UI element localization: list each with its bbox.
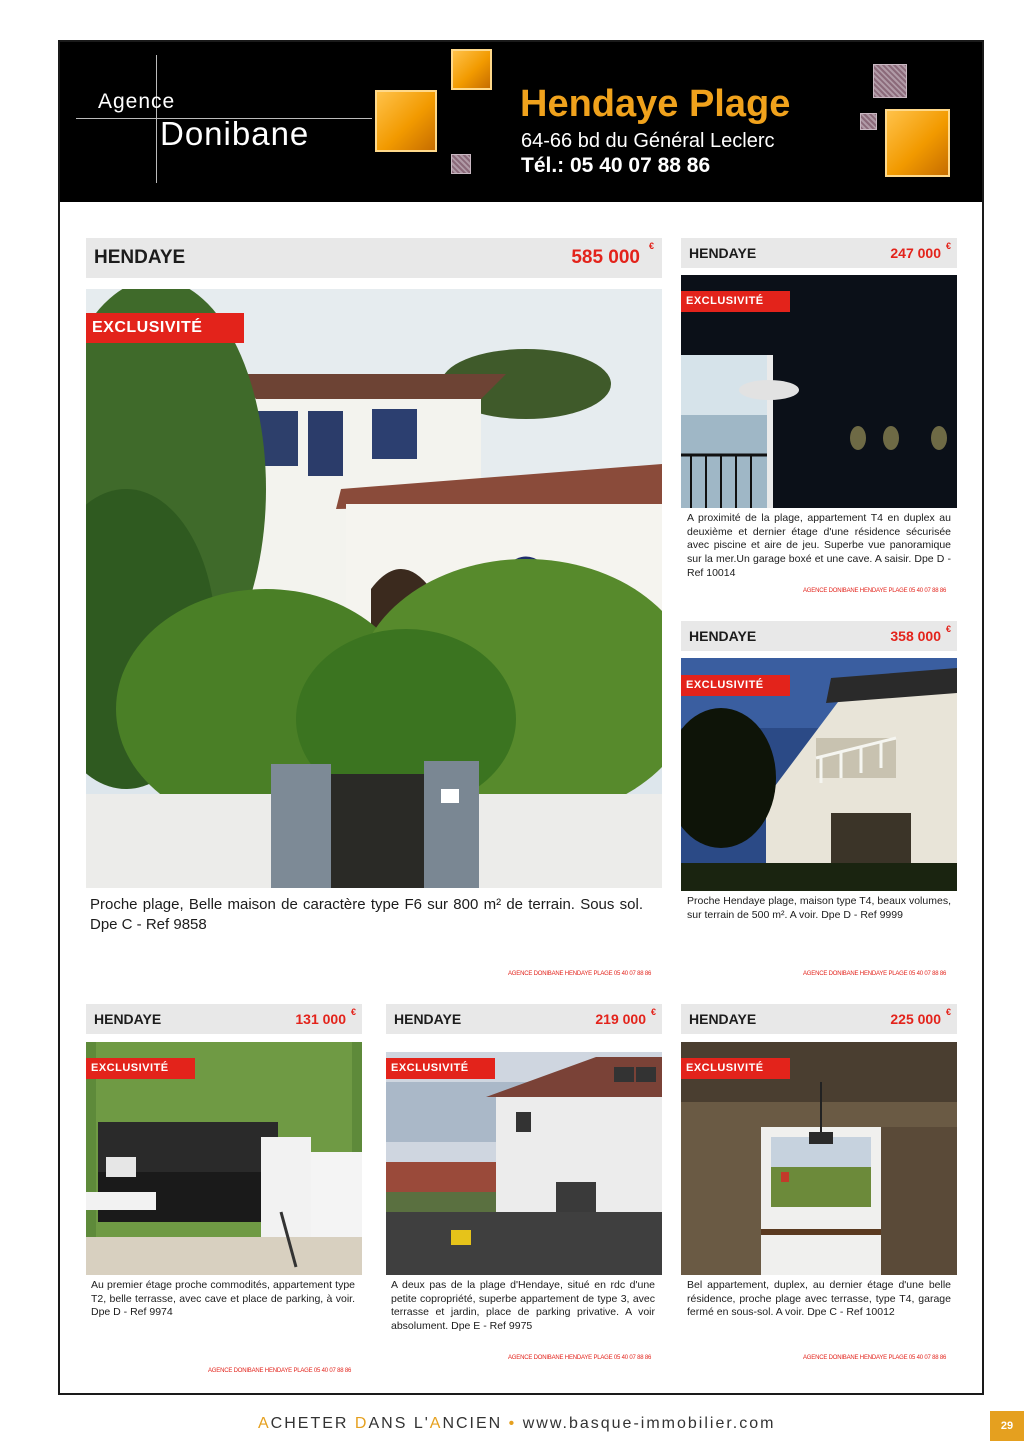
footer-initial: A (258, 1415, 271, 1432)
listing-price: 247 000 (890, 245, 941, 261)
listing-4-description: Au premier étage proche commodités, appartement type T2, belle terrasse, avec cave et place de parking, à voir. Dpe D - Ref 9974 (91, 1279, 355, 1319)
listing-6-description: Bel appartement, duplex, au dernier étage d'une belle résidence, proche plage avec terrasse, type T4, garage fermé en sous-sol. A voir. Dpe C - Ref 10012 (687, 1279, 951, 1319)
exclusivity-badge: EXCLUSIVITÉ (86, 1058, 195, 1079)
exclusivity-badge: EXCLUSIVITÉ (681, 291, 790, 312)
exclusivity-badge: EXCLUSIVITÉ (86, 313, 244, 343)
agency-title: Hendaye Plage (520, 83, 791, 125)
currency-symbol: € (945, 624, 951, 634)
page-frame (58, 40, 984, 1395)
listing-price: 219 000 (595, 1011, 646, 1027)
exclusivity-badge: EXCLUSIVITÉ (681, 675, 790, 696)
footer-word: ANS L' (368, 1415, 430, 1432)
logo-text-small: Agence (98, 90, 176, 113)
footer-tagline (258, 1415, 775, 1433)
listing-3-description: Proche Hendaye plage, maison type T4, beaux volumes, sur terrain de 500 m². A voir. Dpe D - Ref 9999 (687, 895, 951, 921)
listing-2-description: A proximité de la plage, appartement T4 en duplex au deuxième et dernier étage d'une résidence sécurisée avec piscine et aire de jeu. Superbe vue panoramique sur la mer.Un garage boxé et une cave. A saisir. Dpe D - Ref 10014 (687, 512, 951, 579)
agency-contact-line: AGENCE DONIBANE HENDAYE PLAGE 05 40 07 88 86 (803, 971, 947, 977)
exclusivity-badge: EXCLUSIVITÉ (386, 1058, 495, 1079)
footer-word: CHETER (270, 1415, 355, 1432)
listing-city: HENDAYE (689, 245, 757, 261)
logo-text-big: Donibane (160, 115, 310, 152)
page-number: 29 (990, 1411, 1024, 1441)
listing-price: 225 000 (890, 1011, 941, 1027)
currency-symbol: € (648, 241, 654, 251)
agency-phone: Tél.: 05 40 07 88 86 (521, 154, 711, 177)
footer-initial: D (354, 1415, 369, 1432)
listing-city: HENDAYE (94, 1011, 162, 1027)
currency-symbol: € (945, 1007, 951, 1017)
listing-price: 585 000 (571, 247, 640, 268)
agency-contact-line: AGENCE DONIBANE HENDAYE PLAGE 05 40 07 88 86 (803, 588, 947, 594)
agency-contact-line: AGENCE DONIBANE HENDAYE PLAGE 05 40 07 88 86 (508, 971, 652, 977)
listing-price: 358 000 (890, 628, 941, 644)
currency-symbol: € (945, 241, 951, 251)
listing-city: HENDAYE (689, 1011, 757, 1027)
listing-city: HENDAYE (394, 1011, 462, 1027)
exclusivity-badge: EXCLUSIVITÉ (681, 1058, 790, 1079)
currency-symbol: € (350, 1007, 356, 1017)
currency-symbol: € (650, 1007, 656, 1017)
agency-contact-line: AGENCE DONIBANE HENDAYE PLAGE 05 40 07 88 86 (803, 1355, 947, 1361)
agency-contact-line: AGENCE DONIBANE HENDAYE PLAGE 05 40 07 88 86 (208, 1368, 352, 1374)
listing-1-description: Proche plage, Belle maison de caractère type F6 sur 800 m² de terrain. Sous sol. Dpe C - Ref 9858 (90, 896, 643, 933)
agency-contact-line: AGENCE DONIBANE HENDAYE PLAGE 05 40 07 88 86 (508, 1355, 652, 1361)
listing-price: 131 000 (295, 1011, 346, 1027)
agency-address: 64-66 bd du Général Leclerc (521, 130, 775, 152)
listing-city: HENDAYE (689, 628, 757, 644)
footer-initial: A (429, 1415, 443, 1432)
footer-word: NCIEN (442, 1415, 509, 1432)
footer-website-link[interactable]: www.basque-immobilier.com (516, 1415, 776, 1432)
listing-city: HENDAYE (94, 247, 186, 268)
listing-5-description: A deux pas de la plage d'Hendaye, situé en rdc d'une petite copropriété, superbe appartement de type 3, avec terrasse et jardin, place de parking privative. A voir absolument. Dpe E - Ref 9975 (391, 1279, 655, 1332)
footer-bullet: • (508, 1415, 517, 1432)
